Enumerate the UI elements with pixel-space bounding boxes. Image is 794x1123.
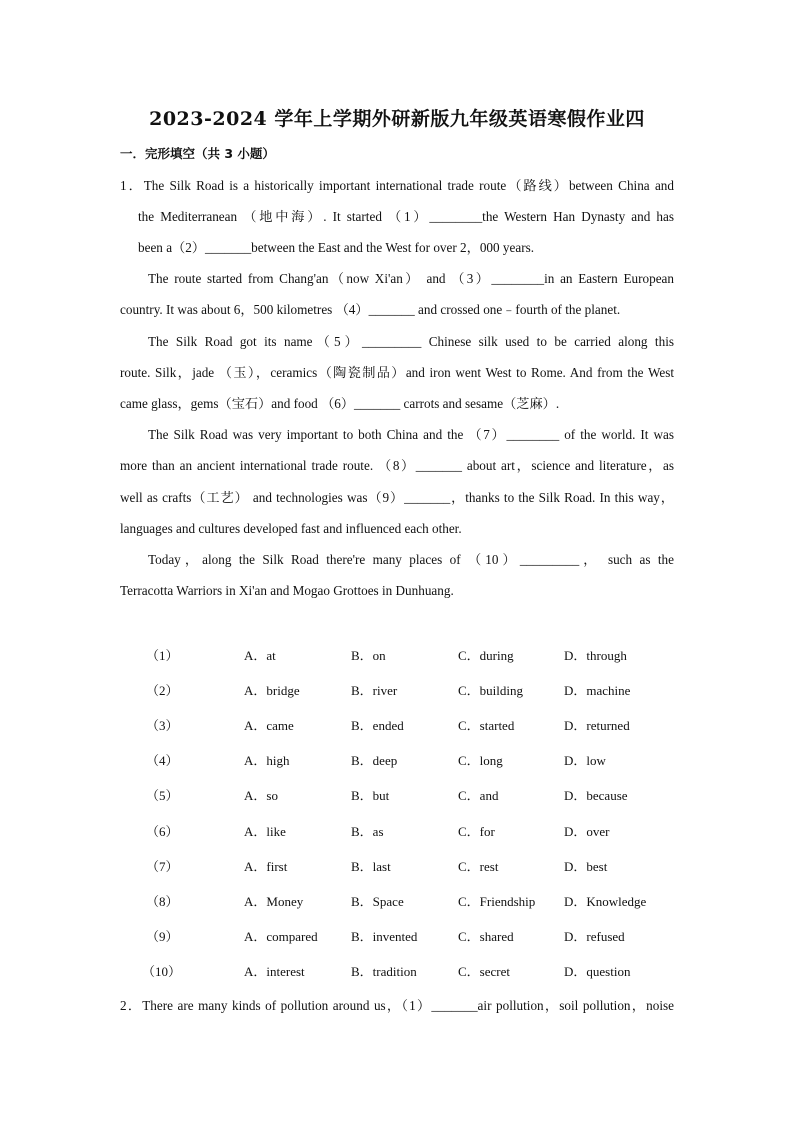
passage-line: 1．The Silk Road is a historically important international trade route（路线）between China and [120,178,674,193]
passage-2-first-line: 2．There are many kinds of pollution around us，（1）_______air pollution，soil pollution，noise [120,998,674,1013]
option-b[interactable]: B．Space [351,894,404,909]
passage-line: route. Silk，jade （玉），ceramics（陶瓷制品）and iron went West to Rome. And from the West [120,365,674,380]
passage-line: been a（2）_______between the East and the West for over 2，000 years. [138,240,535,255]
option-d[interactable]: D．through [564,648,627,663]
option-a[interactable]: A．at [244,648,276,663]
option-c[interactable]: C．building [458,683,524,698]
option-a[interactable]: A．Money [244,894,304,909]
passage-line: Terracotta Warriors in Xi'an and Mogao Grottoes in Dunhuang. [120,583,454,598]
option-a[interactable]: A．interest [244,964,305,979]
option-c[interactable]: C．shared [458,929,514,944]
option-c[interactable]: C．rest [458,859,499,874]
option-c[interactable]: C．Friendship [458,894,536,909]
option-a[interactable]: A．so [244,788,278,803]
option-b[interactable]: B．invented [351,929,418,944]
option-c[interactable]: C．secret [458,964,510,979]
option-d[interactable]: D．because [564,788,628,803]
option-b[interactable]: B．deep [351,753,398,768]
option-b[interactable]: B．on [351,648,386,663]
option-c[interactable]: C．started [458,718,515,733]
option-c[interactable]: C．and [458,788,499,803]
question-number: （5） [146,788,179,803]
option-b[interactable]: B．as [351,824,384,839]
option-b[interactable]: B．last [351,859,391,874]
passage-line: came glass，gems（宝石）and food （6）_______ carrots and sesame（芝麻）. [120,396,560,411]
option-d[interactable]: D．machine [564,683,631,698]
passage-line: Today，along the Silk Road there're many places of （10）_________， such as the [148,552,674,567]
passage-line: languages and cultures developed fast and influenced each other. [120,521,462,536]
question-number: （10） [142,964,182,979]
question-number: （9） [146,929,179,944]
passage-line: The Silk Road was very important to both China and the （7）________ of the world. It was [148,427,674,442]
option-c[interactable]: C．long [458,753,503,768]
question-number: （8） [146,894,179,909]
passage-line: the Mediterranean （地中海）. It started （1）________the Western Han Dynasty and has [138,209,674,224]
passage-line: more than an ancient international trade route. （8）_______ about art，science and literature，as [120,458,674,473]
passage-line: The Silk Road got its name（5）_________ Chinese silk used to be carried along this [148,334,674,349]
question-number: （7） [146,859,179,874]
passage-line: well as crafts（工艺） and technologies was（9）_______，thanks to the Silk Road. In this way， [120,490,674,505]
question-number: （6） [146,824,179,839]
question-number: （1） [146,648,179,663]
option-d[interactable]: D．refused [564,929,625,944]
option-c[interactable]: C．for [458,824,495,839]
passage-line: country. It was about 6，500 kilometres （4）_______ and crossed one﹣fourth of the planet. [120,302,621,317]
option-d[interactable]: D．over [564,824,610,839]
question-number: （2） [146,683,179,698]
option-d[interactable]: D．best [564,859,608,874]
question-number: （3） [146,718,179,733]
page-title: 2023-2024 学年上学期外研新版九年级英语寒假作业四 [149,108,645,130]
option-a[interactable]: A．came [244,718,294,733]
option-b[interactable]: B．ended [351,718,404,733]
option-a[interactable]: A．compared [244,929,318,944]
option-b[interactable]: B．river [351,683,398,698]
option-d[interactable]: D．Knowledge [564,894,647,909]
option-d[interactable]: D．returned [564,718,630,733]
option-a[interactable]: A．bridge [244,683,300,698]
option-b[interactable]: B．tradition [351,964,417,979]
option-a[interactable]: A．first [244,859,288,874]
option-d[interactable]: D．low [564,753,606,768]
option-b[interactable]: B．but [351,788,390,803]
option-a[interactable]: A．like [244,824,286,839]
passage-line: The route started from Chang'an（now Xi'an） and （3）________in an Eastern European [148,271,674,286]
option-a[interactable]: A．high [244,753,290,768]
section-heading: 一．完形填空（共 3 小题） [120,146,275,161]
option-c[interactable]: C．during [458,648,514,663]
option-d[interactable]: D．question [564,964,631,979]
question-number: （4） [146,753,179,768]
